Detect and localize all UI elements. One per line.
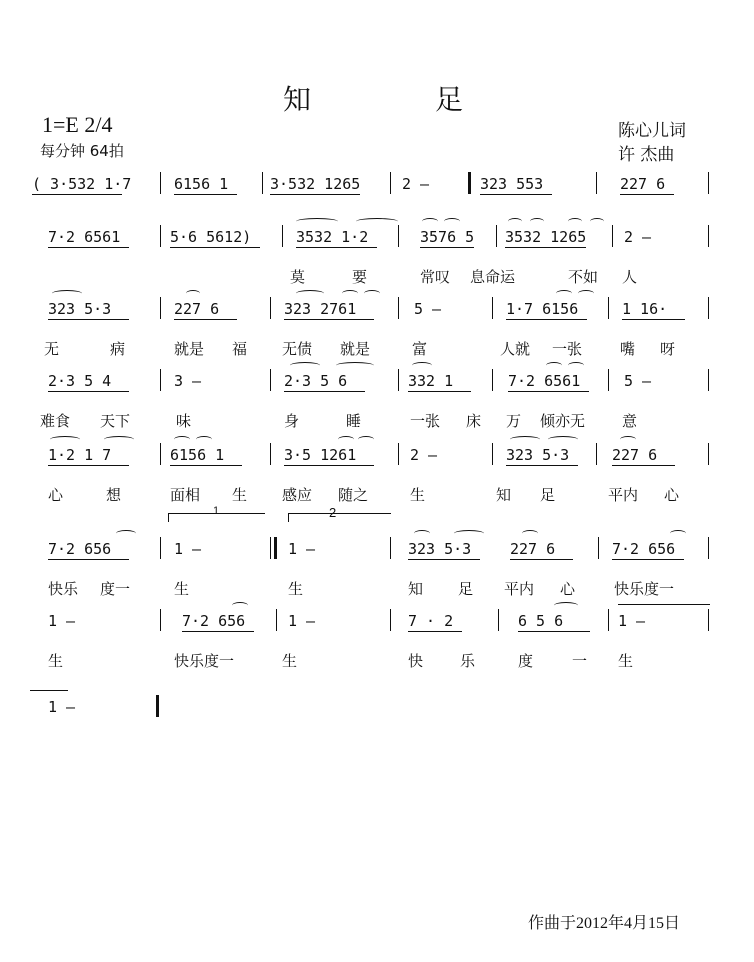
- lyric-syllable: 意: [622, 412, 638, 430]
- measure-notes: 7·2 6561: [48, 228, 121, 246]
- slur-arc: [422, 218, 438, 225]
- lyric-syllable: 莫: [290, 268, 306, 286]
- lyric-syllable: 面相: [170, 486, 201, 504]
- beam-line: [48, 559, 129, 560]
- lyric-syllable: 生: [232, 486, 248, 504]
- slur-arc: [50, 436, 80, 443]
- slur-arc: [568, 218, 582, 225]
- slur-arc: [508, 218, 522, 225]
- measure-notes: 2 –: [410, 446, 438, 464]
- barline: [398, 369, 399, 391]
- barline: [708, 172, 709, 194]
- beam-line: [480, 194, 552, 195]
- lyric-syllable: 味: [176, 412, 192, 430]
- barline: [708, 369, 709, 391]
- barline: [598, 537, 599, 559]
- measure-notes: 332 1: [408, 372, 454, 390]
- lyric-syllable: 天下: [100, 412, 131, 430]
- barline: [270, 297, 271, 319]
- beam-line: [420, 247, 474, 248]
- measure-notes: 3·532 1265: [270, 175, 361, 193]
- measure-notes: 3 –: [174, 372, 202, 390]
- slur-arc: [356, 218, 398, 225]
- barline: [160, 172, 161, 194]
- beam-line: [518, 631, 590, 632]
- measure-notes: 323 5·3: [408, 540, 472, 558]
- barline: [398, 297, 399, 319]
- barline: [708, 225, 709, 247]
- barline: [282, 225, 283, 247]
- barline: [160, 225, 161, 247]
- lyric-syllable: 常叹: [420, 268, 451, 286]
- tempo-marking: 每分钟 64拍: [40, 142, 124, 160]
- barline: [608, 369, 609, 391]
- barline: [708, 609, 709, 631]
- measure-notes: 1 –: [48, 612, 76, 630]
- lyric-syllable: 平内: [608, 486, 639, 504]
- slur-arc: [454, 530, 484, 537]
- measure-notes: 2·3 5 4: [48, 372, 112, 390]
- slur-arc: [186, 290, 200, 297]
- lyric-syllable: 难食: [40, 412, 71, 430]
- barline: [708, 443, 709, 465]
- beam-line: [284, 465, 374, 466]
- score-row-7: [0, 612, 754, 692]
- barline: [262, 172, 263, 194]
- slur-arc: [342, 290, 358, 297]
- barline: [612, 225, 613, 247]
- slur-arc: [412, 362, 432, 369]
- lyric-syllable: 人就: [500, 340, 531, 358]
- repeat-barline: [274, 537, 277, 559]
- first-ending-bracket: [168, 505, 265, 522]
- measure-notes: 2·3 5 6: [284, 372, 348, 390]
- slur-arc: [522, 530, 538, 537]
- lyric-syllable: 床: [466, 412, 482, 430]
- measure-notes: 3576 5: [420, 228, 475, 246]
- beam-line: [174, 319, 237, 320]
- lyric-syllable: 身: [284, 412, 300, 430]
- barline: [492, 369, 493, 391]
- barline: [596, 172, 597, 194]
- measure-notes: 2 –: [624, 228, 652, 246]
- score-row-6: [0, 540, 754, 620]
- beam-line: [508, 391, 589, 392]
- barline: [492, 297, 493, 319]
- lyric-syllable: 一张: [410, 412, 441, 430]
- measure-notes: 227 6: [174, 300, 220, 318]
- barline: [390, 609, 391, 631]
- barline: [608, 609, 609, 631]
- composition-date: 作曲于2012年4月15日: [528, 915, 681, 932]
- beam-line: [510, 559, 573, 560]
- lyric-syllable: 生: [288, 580, 304, 598]
- slur-arc: [196, 436, 212, 443]
- slur-arc: [620, 436, 636, 443]
- measure-notes: 323 2761: [284, 300, 357, 318]
- song-title: [283, 78, 464, 118]
- measure-notes: 5·6 5612): [170, 228, 252, 246]
- barline: [270, 369, 271, 391]
- slur-arc: [104, 436, 134, 443]
- measure-notes: 7 · 2: [408, 612, 454, 630]
- measure-notes: 5 –: [624, 372, 652, 390]
- measure-notes: 3·5 1261: [284, 446, 357, 464]
- measure-notes: 2 –: [402, 175, 430, 193]
- beam-line: [408, 631, 462, 632]
- slur-arc: [296, 218, 338, 225]
- lyric-syllable: 快乐度一: [174, 652, 235, 670]
- slur-arc: [336, 362, 374, 369]
- measure-notes: 1 –: [288, 612, 316, 630]
- lyric-syllable: 知: [408, 580, 424, 598]
- lyric-syllable: 生: [410, 486, 426, 504]
- slur-arc: [670, 530, 686, 537]
- barline: [276, 609, 277, 631]
- slur-arc: [578, 290, 594, 297]
- measure-notes: 3532 1265: [505, 228, 587, 246]
- measure-notes: 6156 1: [170, 446, 225, 464]
- lyric-syllable: 睡: [346, 412, 362, 430]
- lyric-syllable: 心: [664, 486, 680, 504]
- slur-arc: [548, 436, 578, 443]
- lyric-syllable: 一张: [552, 340, 583, 358]
- measure-notes: 323 5·3: [48, 300, 112, 318]
- barline: [596, 443, 597, 465]
- beam-line: [170, 465, 242, 466]
- slur-arc: [590, 218, 604, 225]
- measure-notes: 227 6: [510, 540, 556, 558]
- composer-credit: 许 杰曲: [618, 145, 675, 165]
- lyric-syllable: 就是: [174, 340, 205, 358]
- beam-line: [506, 319, 587, 320]
- barline: [160, 537, 161, 559]
- measure-notes: 7·2 656: [48, 540, 112, 558]
- barline: [160, 369, 161, 391]
- barline: [498, 609, 499, 631]
- slur-arc: [232, 602, 248, 609]
- lyric-syllable: 快乐: [48, 580, 79, 598]
- lyric-syllable: 生: [282, 652, 298, 670]
- lyric-syllable: 生: [618, 652, 634, 670]
- beam-line: [622, 319, 685, 320]
- lyric-syllable: 随之: [338, 486, 369, 504]
- slur-arc: [556, 290, 572, 297]
- beam-line: [32, 194, 122, 195]
- title-char-1: 知: [283, 85, 312, 116]
- slur-arc: [52, 290, 82, 297]
- lyric-syllable: 想: [106, 486, 122, 504]
- barline: [390, 537, 391, 559]
- slur-arc: [530, 218, 544, 225]
- measure-notes: 3532 1·2: [296, 228, 369, 246]
- lyric-syllable: 生: [174, 580, 190, 598]
- slur-arc: [414, 530, 430, 537]
- lyric-syllable: 度: [518, 652, 534, 670]
- beam-line: [48, 391, 129, 392]
- measure-notes: 1·7 6156: [506, 300, 579, 318]
- beam-line: [505, 247, 586, 248]
- measure-notes: 323 5·3: [506, 446, 570, 464]
- beam-line: [270, 194, 360, 195]
- beam-line: [408, 391, 471, 392]
- slur-arc: [364, 290, 380, 297]
- measure-notes: 1·2 1 7: [48, 446, 112, 464]
- lyricist-credit: 陈心儿词: [618, 121, 686, 141]
- measure-notes: 323 553: [480, 175, 544, 193]
- barline: [398, 443, 399, 465]
- beam-line: [170, 247, 260, 248]
- barline: [160, 443, 161, 465]
- lyric-syllable: 感应: [282, 486, 313, 504]
- beam-line: [620, 194, 674, 195]
- repeat-barline: [156, 695, 159, 717]
- slur-arc: [510, 436, 540, 443]
- measure-notes: 7·2 656: [612, 540, 676, 558]
- barline: [708, 537, 709, 559]
- lyric-syllable: 乐: [460, 652, 476, 670]
- beam-line: [408, 559, 480, 560]
- measure-notes: 7·2 6561: [508, 372, 581, 390]
- measure-notes: 1 –: [174, 540, 202, 558]
- barline: [160, 297, 161, 319]
- measure-notes: 1 –: [288, 540, 316, 558]
- lyric-syllable: 不如: [568, 268, 599, 286]
- barline: [608, 297, 609, 319]
- barline: [708, 297, 709, 319]
- lyric-syllable: 呀: [660, 340, 676, 358]
- lyric-syllable: 无: [44, 340, 60, 358]
- barline: [492, 443, 493, 465]
- beam-line: [48, 465, 129, 466]
- measure-notes: 1 –: [48, 698, 76, 716]
- beam-line: [612, 559, 684, 560]
- lyric-syllable: 就是: [340, 340, 371, 358]
- lyric-syllable: 知: [496, 486, 512, 504]
- lyric-syllable: 人: [622, 268, 638, 286]
- beam-line: [296, 247, 377, 248]
- slur-arc: [554, 602, 578, 609]
- beam-line: [284, 319, 374, 320]
- tie-line: [618, 604, 710, 605]
- lyric-syllable: 平内: [504, 580, 535, 598]
- slur-arc: [444, 218, 460, 225]
- key-signature: 1=E 2/4: [42, 112, 113, 137]
- lyric-syllable: 要: [352, 268, 368, 286]
- title-char-2: 足: [435, 85, 464, 116]
- slur-arc: [290, 362, 320, 369]
- measure-notes: 227 6: [620, 175, 666, 193]
- lyric-syllable: 心: [560, 580, 576, 598]
- barline: [270, 537, 271, 559]
- measure-notes: 5 –: [414, 300, 442, 318]
- lyric-syllable: 息命运: [470, 268, 516, 286]
- lyric-syllable: 一: [572, 652, 588, 670]
- repeat-barline: [468, 172, 471, 194]
- score-row-8: [0, 698, 754, 778]
- beam-line: [612, 465, 675, 466]
- measure-notes: 6156 1: [174, 175, 229, 193]
- barline: [390, 172, 391, 194]
- slur-arc: [174, 436, 190, 443]
- lyric-syllable: 病: [110, 340, 126, 358]
- lyric-syllable: 快: [408, 652, 424, 670]
- measure-notes: 1 16·: [622, 300, 668, 318]
- second-ending-bracket: [288, 505, 391, 522]
- beam-line: [48, 319, 129, 320]
- slur-arc: [358, 436, 374, 443]
- measure-notes: 227 6: [612, 446, 658, 464]
- lyric-syllable: 无债: [282, 340, 313, 358]
- second-ending-number: 2: [329, 505, 337, 520]
- lyric-syllable: 福: [232, 340, 248, 358]
- lyric-syllable: 生: [48, 652, 64, 670]
- lyric-syllable: 万: [506, 412, 522, 430]
- tie-line: [30, 690, 68, 691]
- slur-arc: [116, 530, 136, 537]
- barline: [398, 225, 399, 247]
- lyric-syllable: 倾亦无: [540, 412, 586, 430]
- slur-arc: [296, 290, 324, 297]
- beam-line: [506, 465, 578, 466]
- lyric-syllable: 足: [540, 486, 556, 504]
- score-row-3: [0, 300, 754, 380]
- barline: [160, 609, 161, 631]
- slur-arc: [568, 362, 584, 369]
- lyric-syllable: 嘴: [620, 340, 636, 358]
- measure-notes: ( 3·532 1·7: [32, 175, 132, 193]
- beam-line: [48, 247, 129, 248]
- measure-notes: 1 –: [618, 612, 646, 630]
- lyric-syllable: 富: [412, 340, 428, 358]
- slur-arc: [546, 362, 562, 369]
- lyric-syllable: 快乐度一: [614, 580, 675, 598]
- measure-notes: 7·2 656: [182, 612, 246, 630]
- beam-line: [174, 194, 237, 195]
- barline: [270, 443, 271, 465]
- beam-line: [182, 631, 254, 632]
- measure-notes: 6 5 6: [518, 612, 564, 630]
- barline: [496, 225, 497, 247]
- slur-arc: [338, 436, 354, 443]
- lyric-syllable: 心: [48, 486, 64, 504]
- beam-line: [284, 391, 365, 392]
- lyric-syllable: 足: [458, 580, 474, 598]
- lyric-syllable: 度一: [100, 580, 131, 598]
- first-ending-number: 1: [213, 505, 220, 517]
